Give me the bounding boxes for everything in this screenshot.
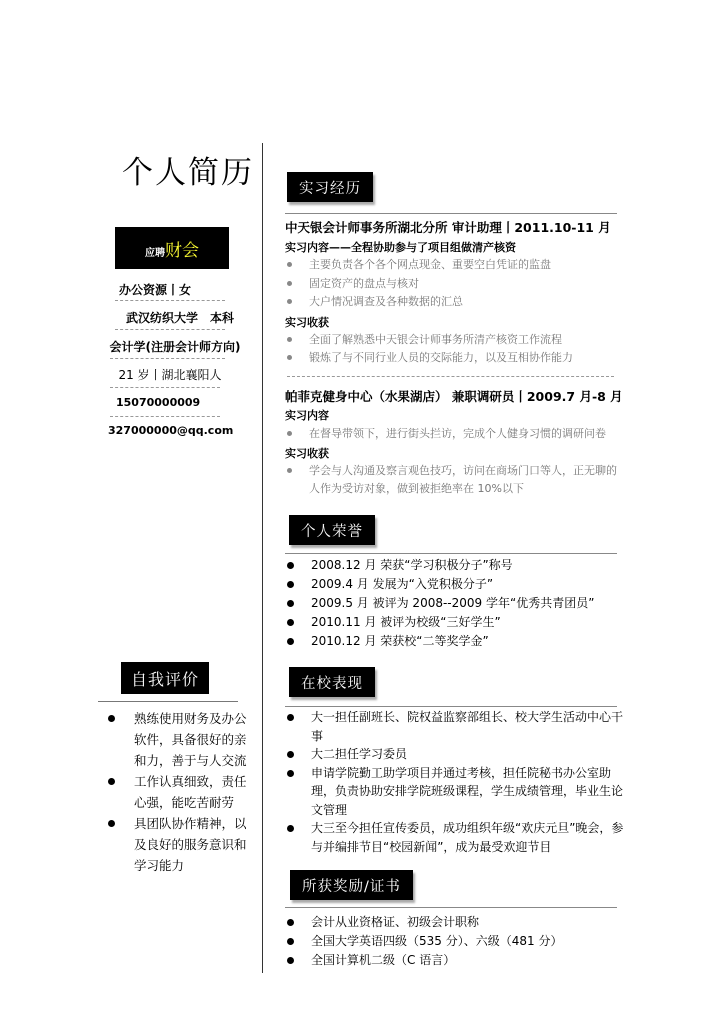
list-item: 2010.11 月 被评为校级“三好学生” (285, 613, 625, 632)
list-item: 申请学院勤工助学项目并通过考核，担任院秘书办公室助理，负责协助安排学院班级课程，学生成绩管理，毕业生论文管理 (285, 764, 625, 820)
list-item: 锻炼了与不同行业人员的交际能力，以及互相协作能力 (285, 349, 625, 367)
profile-age-hometown: 21 岁丨湖北襄阳人 (118, 368, 222, 382)
profile-major: 会计学(注册会计师方向) (109, 340, 241, 354)
bullet-icon (287, 262, 292, 267)
list-item: 2009.4 月 发展为“入党积极分子” (285, 575, 625, 594)
gain-label: 实习收获 (285, 316, 329, 329)
list-item: 全国计算机二级（C 语言） (285, 951, 625, 970)
profile-name-gender: 办公资源丨女 (118, 283, 191, 297)
divider (285, 553, 617, 554)
list-item: 工作认真细致，责任心强，能吃苦耐劳 (104, 771, 254, 813)
list-item: 大户情况调查及各种数据的汇总 (285, 293, 625, 311)
list-item: 全国大学英语四级（535 分）、六级（481 分） (285, 932, 625, 951)
self-evaluation-heading: 自我评价 (121, 662, 209, 694)
list-item: 2010.12 月 荣获校“二等奖学金” (285, 632, 625, 651)
list-item: 学会与人沟通及察言观色技巧，访问在商场门口等人，正无聊的人作为受访对象，做到被拒绝率在 10%以下 (285, 462, 625, 498)
honors-list (285, 556, 625, 651)
divider (110, 358, 225, 359)
profile-phone: 15070000009 (116, 396, 201, 409)
bullet-icon (287, 431, 292, 436)
list-item: 熟练使用财务及办公软件，具备很好的亲和力，善于与人交流 (104, 708, 254, 771)
list-item: 会计从业资格证、初级会计职称 (285, 913, 625, 932)
divider (285, 213, 617, 214)
list-item: 主要负责各个各个网点现金、重要空白凭证的监盘 (285, 256, 625, 274)
profile-school-degree: 武汉纺织大学 本科 (125, 311, 234, 325)
bullet-icon (287, 281, 292, 286)
divider (110, 387, 220, 388)
bullet-icon (287, 355, 292, 360)
gain-label: 实习收获 (285, 447, 329, 460)
list-item: 在督导带领下，进行街头拦访，完成个人健身习惯的调研问卷 (285, 425, 625, 443)
divider (115, 329, 225, 330)
campus-list (285, 708, 625, 856)
content-label: 实习内容 (285, 409, 329, 422)
divider (115, 300, 225, 301)
campus-heading: 在校表现 (289, 667, 375, 697)
list-item: 2009.5 月 被评为 2008--2009 学年“优秀共青团员” (285, 594, 625, 613)
divider (287, 376, 614, 377)
bullet-icon (287, 468, 292, 473)
honors-heading: 个人荣誉 (289, 515, 375, 545)
list-item: 大一担任副班长、院权益监察部组长、校大学生活动中心干事 (285, 708, 625, 745)
divider (110, 416, 220, 417)
content-label: 实习内容——全程协助参与了项目组做清产核资 (285, 241, 516, 254)
divider (285, 706, 617, 707)
list-item: 大二担任学习委员 (285, 745, 625, 764)
self-evaluation-list (104, 708, 254, 876)
apply-prefix: 应聘 (145, 247, 165, 259)
internship-heading: 实习经历 (287, 172, 373, 202)
job-title: 中天银会计师事务所湖北分所 审计助理丨2011.10-11 月 (285, 220, 611, 235)
list-item: 固定资产的盘点与核对 (285, 275, 625, 293)
list-item: 大三至今担任宣传委员，成功组织年级“欢庆元旦”晚会，参与并编排节目“校园新闻”，成为最受欢迎节目 (285, 819, 625, 856)
page-title: 个人简历 (122, 155, 254, 191)
job-title: 帕菲克健身中心（水果湖店） 兼职调研员丨2009.7 月-8 月 (285, 389, 623, 404)
apply-position-badge (115, 227, 229, 269)
divider (285, 907, 617, 908)
list-item: 2008.12 月 荣获“学习积极分子”称号 (285, 556, 625, 575)
awards-heading: 所获奖励/证书 (290, 870, 413, 900)
apply-position: 财会 (165, 240, 199, 261)
awards-list (285, 913, 625, 970)
bullet-icon (287, 299, 292, 304)
column-divider (262, 143, 263, 973)
list-item: 具团队协作精神，以及良好的服务意识和学习能力 (104, 813, 254, 876)
bullet-icon (287, 337, 292, 342)
divider (98, 701, 238, 702)
profile-email[interactable]: 327000000@qq.com (108, 424, 234, 437)
list-item: 全面了解熟悉中天银会计师事务所清产核资工作流程 (285, 331, 625, 349)
